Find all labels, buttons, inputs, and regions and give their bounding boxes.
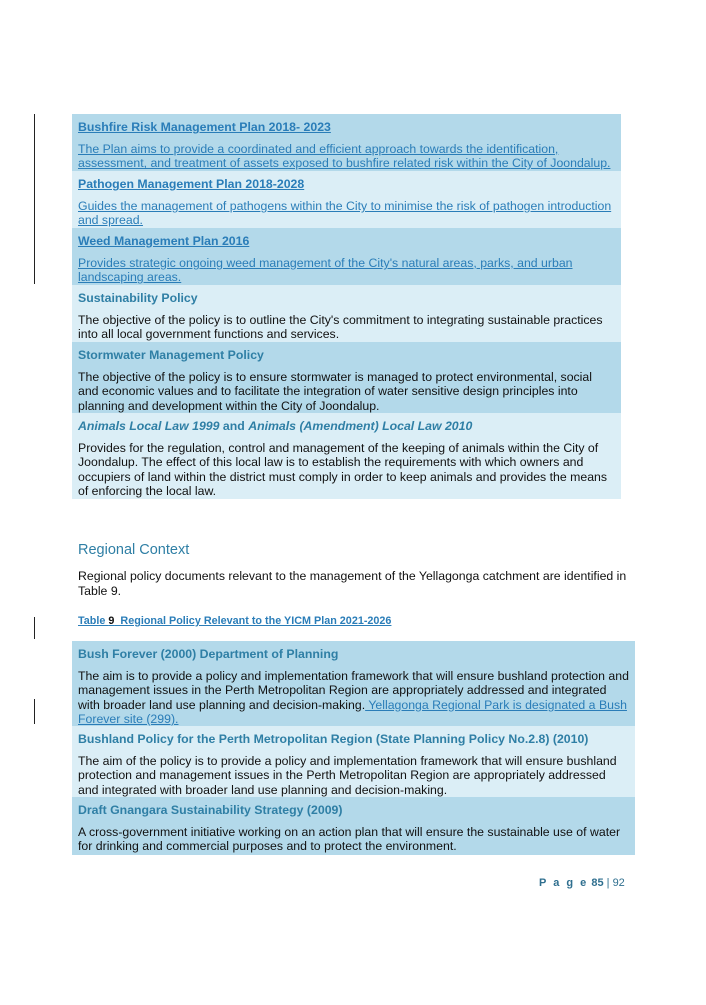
row-title: Bushland Policy for the Perth Metropolitan Region (State Planning Policy No.2.8) (2010) [78,732,589,746]
regional-policy-table [72,641,635,855]
table-row [72,228,621,285]
table-row [72,797,635,855]
table-row [72,285,621,342]
caption-text: Regional Policy Relevant to the YICM Plan 2021-2026 [114,615,392,627]
caption-prefix: Table [78,615,109,627]
page-number: 85 [591,877,604,889]
row-description-link[interactable]: The Plan aims to provide a coordinated and efficient approach towards the identification, assessment, and treatment of assets exposed to bushfire related risk within the City of Joondalup. [78,142,611,171]
section-heading: Regional Context [78,542,190,558]
table-row [72,726,635,797]
row-title-part: Animals Local Law 1999 [78,419,220,433]
page-separator: | [603,877,613,889]
row-description: The objective of the policy is to ensure stormwater is managed to protect environmental, social and economic values and to facilitate the integration of water sensitive design principles into planning and development within the City of Joondalup. [78,370,592,413]
table-row [72,114,621,171]
row-title-link[interactable]: Weed Management Plan 2016 [78,234,250,248]
page-label: P a g e [539,877,589,889]
row-title-conj: and [219,419,249,433]
row-title [78,419,615,434]
page-footer [539,877,625,889]
table-row [72,413,621,499]
table-row [72,342,621,413]
row-title: Draft Gnangara Sustainability Strategy (2009) [78,803,343,817]
row-title: Sustainability Policy [78,291,198,305]
change-bar [34,617,35,639]
row-description: The objective of the policy is to outline the City's commitment to integrating sustainable practices into all local government functions and services. [78,313,603,342]
row-description: Provides for the regulation, control and management of the keeping of animals within the City of Joondalup. The effect of this local law is to establish the requirements with which owners and occupiers of land within the district must comply in order to keep animals and provides the means of enforcing the local law. [78,441,608,498]
bush-forever-link[interactable]: Yellagonga Regional Park is designated a Bush Forever site (299). [78,697,627,726]
page-total: 92 [612,877,625,889]
row-title-link[interactable]: Pathogen Management Plan 2018-2028 [78,177,305,191]
row-description: The aim of the policy is to provide a policy and implementation framework that will ensure bushland protection and management issues in the Perth Metropolitan Region are appropriately addressed and integrated with broader land use planning and decision-making. [78,754,617,797]
row-description [78,669,629,726]
change-bar [34,699,35,724]
row-description-text: The aim is to provide a policy and implementation framework that will ensure bushland protection and management issues in the Perth Metropolitan Region are appropriately addressed and integrated with broader land use planning and decision-making. [78,669,629,712]
table-row [72,641,635,726]
row-title: Bush Forever (2000) Department of Planning [78,647,339,661]
local-policy-table [72,114,621,499]
row-title-part: Animals (Amendment) Local Law 2010 [248,419,473,433]
row-description-link[interactable]: Guides the management of pathogens within the City to minimise the risk of pathogen introduction and spread. [78,199,612,228]
intro-paragraph: Regional policy documents relevant to the management of the Yellagonga catchment are identified in Table 9. [78,569,627,598]
row-title-link[interactable]: Bushfire Risk Management Plan 2018- 2023 [78,120,331,134]
caption-number: 9 [108,615,115,627]
row-description-link[interactable]: Provides strategic ongoing weed management of the City's natural areas, parks, and urban landscaping areas. [78,256,573,285]
table-caption[interactable] [78,615,391,627]
row-description: A cross-government initiative working on an action plan that will ensure the sustainable use of water for drinking and commercial purposes and to protect the environment. [78,825,621,854]
change-bar [34,114,35,284]
table-row [72,171,621,228]
row-title: Stormwater Management Policy [78,348,264,362]
